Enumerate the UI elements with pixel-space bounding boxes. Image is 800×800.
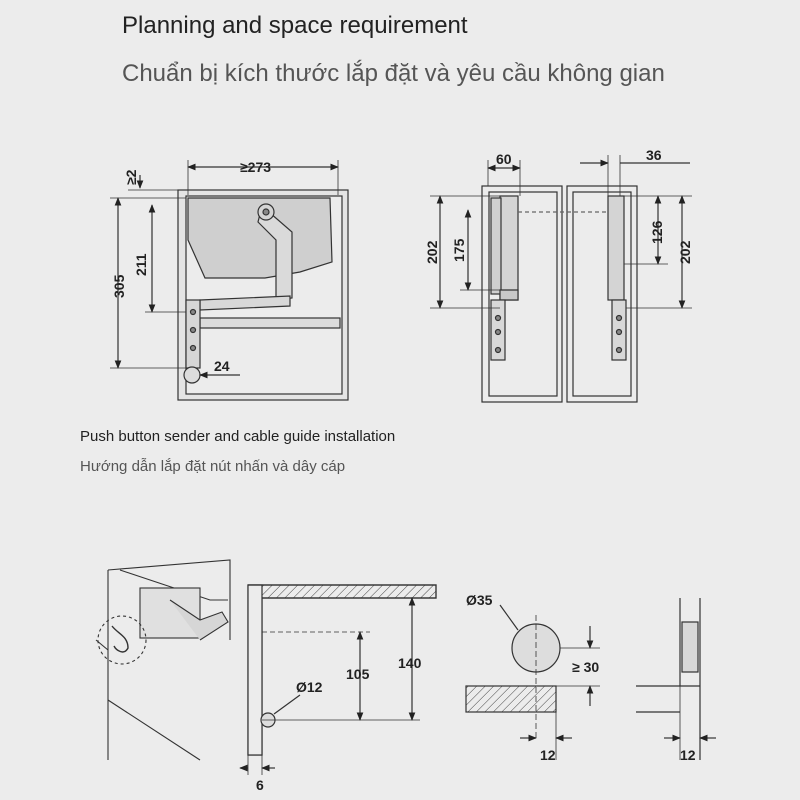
dim-height-175: 175	[451, 238, 467, 262]
dim-height-211: 211	[133, 253, 149, 276]
dim-offset-12-edge: 12	[680, 747, 696, 763]
dim-width-60: 60	[496, 151, 512, 167]
dim-gap-2: ≥2	[123, 169, 139, 185]
cup-hole-section	[466, 605, 600, 760]
dim-offset-24: 24	[214, 358, 230, 374]
section-title-vietnamese: Hướng dẫn lắp đặt nút nhấn và dây cáp	[80, 458, 346, 475]
front-view-drawing	[430, 155, 692, 402]
dim-height-140: 140	[398, 655, 422, 671]
dim-cup-diameter-35: Ø35	[466, 592, 493, 608]
section-title-english: Push button sender and cable guide installation	[80, 428, 396, 445]
dim-height-126: 126	[649, 220, 665, 244]
dim-width-36: 36	[646, 147, 662, 163]
heading-english: Planning and space requirement	[122, 12, 468, 39]
dim-height-202-right: 202	[677, 240, 693, 264]
dim-height-105: 105	[346, 666, 370, 682]
dim-height-305: 305	[111, 274, 127, 298]
dim-min-30: ≥ 30	[572, 659, 600, 675]
button-hole-section	[240, 585, 436, 775]
dim-offset-6: 6	[256, 777, 264, 793]
heading-vietnamese: Chuẩn bị kích thước lắp đặt và yêu cầu không gian	[122, 60, 665, 87]
dim-offset-12-cup: 12	[540, 747, 556, 763]
dim-min-width-273: ≥273	[240, 159, 272, 175]
dim-height-202-left: 202	[424, 240, 440, 264]
dim-hole-diameter-12: Ø12	[296, 679, 323, 695]
cable-install-sketch	[96, 560, 230, 760]
edge-view-section	[636, 598, 716, 760]
